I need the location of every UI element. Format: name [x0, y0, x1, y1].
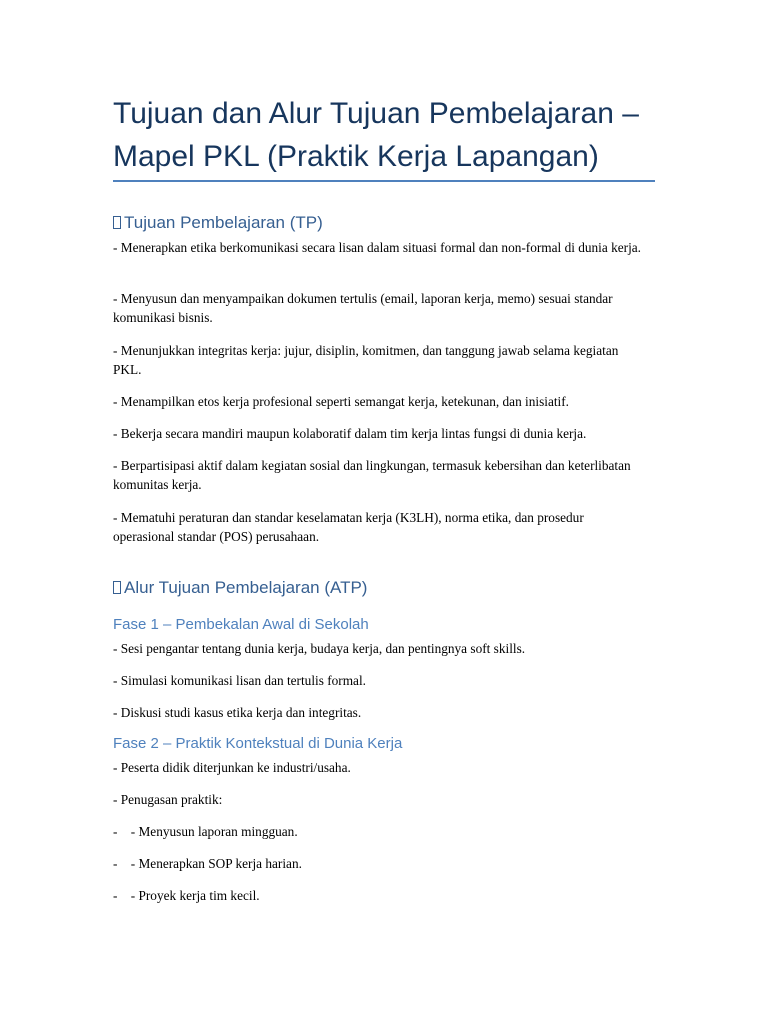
fase1-item: - Sesi pengantar tentang dunia kerja, budaya kerja, dan pentingnya soft skills. — [113, 641, 526, 656]
tp-item: - Bekerja secara mandiri maupun kolaboratif dalam tim kerja lintas fungsi di dunia kerja. — [113, 426, 587, 441]
tp-item: - Menyusun dan menyampaikan dokumen tertulis (email, laporan kerja, memo) sesuai standar komunikasi bisnis. — [113, 291, 613, 325]
fase2-item: - - Menyusun laporan mingguan. — [113, 824, 298, 839]
fase2-item: - - Proyek kerja tim kecil. — [113, 888, 260, 903]
title-divider — [113, 180, 655, 182]
tp-item: - Menampilkan etos kerja profesional seperti semangat kerja, ketekunan, dan inisiatif. — [113, 394, 570, 409]
fase2-item: - Peserta didik diterjunkan ke industri/usaha. — [113, 760, 351, 775]
tp-item: - Berpartisipasi aktif dalam kegiatan sosial dan lingkungan, termasuk kebersihan dan keterlibatan komunitas kerja. — [113, 458, 631, 492]
fase1-item: - Simulasi komunikasi lisan dan tertulis formal. — [113, 673, 366, 688]
section-heading-atp — [113, 577, 658, 599]
fase1-heading: Fase 1 – Pembekalan Awal di Sekolah — [113, 616, 369, 633]
missing-glyph-icon — [113, 216, 121, 229]
fase2-item: - Penugasan praktik: — [113, 792, 223, 807]
tp-item: - Mematuhi peraturan dan standar keselamatan kerja (K3LH), norma etika, dan prosedur operasional standar (POS) perusahaan. — [113, 510, 584, 544]
section-heading-tp-label: Tujuan Pembelajaran (TP) — [124, 213, 323, 232]
missing-glyph-icon — [113, 581, 121, 594]
tp-item: - Menunjukkan integritas kerja: jujur, disiplin, komitmen, dan tanggung jawab selama kegiatan PKL. — [113, 343, 619, 377]
section-heading-atp-label: Alur Tujuan Pembelajaran (ATP) — [124, 578, 368, 597]
tp-item: - Menerapkan etika berkomunikasi secara lisan dalam situasi formal dan non-formal di dunia kerja. — [113, 240, 641, 255]
fase2-item: - - Menerapkan SOP kerja harian. — [113, 856, 302, 871]
fase1-item: - Diskusi studi kasus etika kerja dan integritas. — [113, 705, 362, 720]
section-heading-tp — [113, 212, 658, 234]
page-title: Tujuan dan Alur Tujuan Pembelajaran – Mapel PKL (Praktik Kerja Lapangan) — [113, 97, 639, 173]
fase2-heading: Fase 2 – Praktik Kontekstual di Dunia Kerja — [113, 735, 403, 752]
